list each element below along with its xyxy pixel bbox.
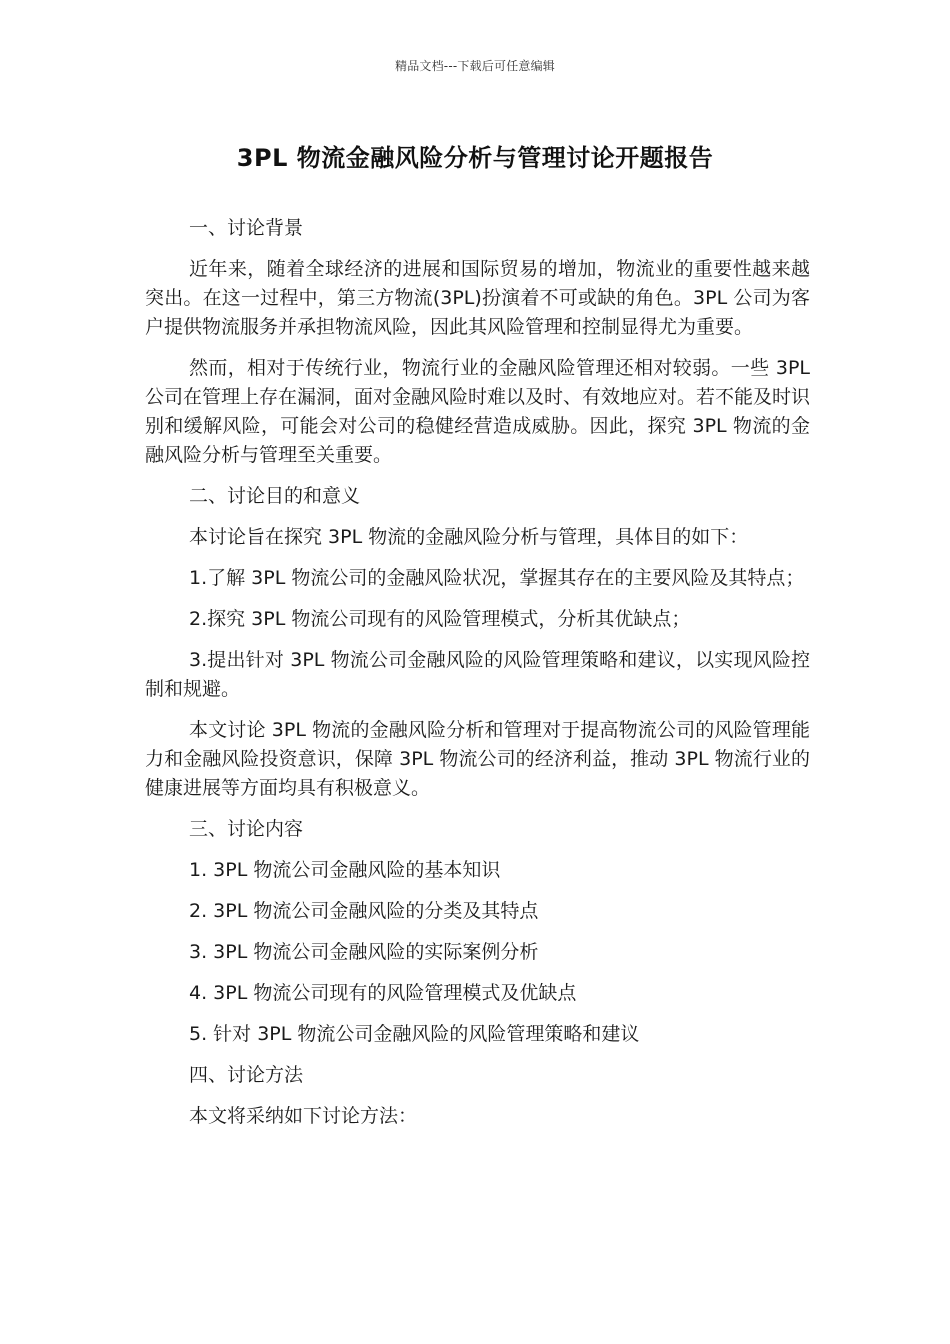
section-heading-methods: 四、讨论方法 <box>189 1064 304 1086</box>
purpose-item-3: 3.提出针对 3PL 物流公司金融风险的风险管理策略和建议，以实现风险控制和规避。 <box>145 649 810 700</box>
purpose-item-2: 2.探究 3PL 物流公司现有的风险管理模式，分析其优缺点； <box>189 608 691 630</box>
paragraph-background-1: 近年来，随着全球经济的进展和国际贸易的增加，物流业的重要性越来越突出。在这一过程中，第三方物流(3PL)扮演着不可或缺的角色。3PL 公司为客户提供物流服务并承担物流风险，因此其风险管理和控制显得尤为重要。 <box>145 258 810 338</box>
purpose-item-1: 1.了解 3PL 物流公司的金融风险状况，掌握其存在的主要风险及其特点； <box>189 567 805 589</box>
document-body <box>145 214 810 1143</box>
paragraph-significance: 本文讨论 3PL 物流的金融风险分析和管理对于提高物流公司的风险管理能力和金融风险投资意识，保障 3PL 物流公司的经济利益，推动 3PL 物流行业的健康进展等方面均具有积极意义。 <box>145 719 810 799</box>
document-title: 3PL 物流金融风险分析与管理讨论开题报告 <box>236 144 714 172</box>
header-note: 精品文档---下载后可任意编辑 <box>395 59 555 73</box>
paragraph-methods-intro: 本文将采纳如下讨论方法： <box>189 1105 418 1127</box>
content-item-2: 2. 3PL 物流公司金融风险的分类及其特点 <box>189 900 539 922</box>
section-heading-purpose: 二、讨论目的和意义 <box>189 485 361 507</box>
paragraph-purpose-intro: 本讨论旨在探究 3PL 物流的金融风险分析与管理，具体目的如下： <box>189 526 749 548</box>
content-item-1: 1. 3PL 物流公司金融风险的基本知识 <box>189 859 501 881</box>
section-heading-background: 一、讨论背景 <box>189 217 304 239</box>
content-item-5: 5. 针对 3PL 物流公司金融风险的风险管理策略和建议 <box>189 1023 640 1045</box>
paragraph-background-2: 然而，相对于传统行业，物流行业的金融风险管理还相对较弱。一些 3PL 公司在管理上存在漏洞，面对金融风险时难以及时、有效地应对。若不能及时识别和缓解风险，可能会对公司的稳健经营造成威胁。因此，探究 3PL 物流的金融风险分析与管理至关重要。 <box>145 357 811 466</box>
section-heading-content: 三、讨论内容 <box>189 818 304 840</box>
content-item-3: 3. 3PL 物流公司金融风险的实际案例分析 <box>189 941 539 963</box>
content-item-4: 4. 3PL 物流公司现有的风险管理模式及优缺点 <box>189 982 577 1004</box>
